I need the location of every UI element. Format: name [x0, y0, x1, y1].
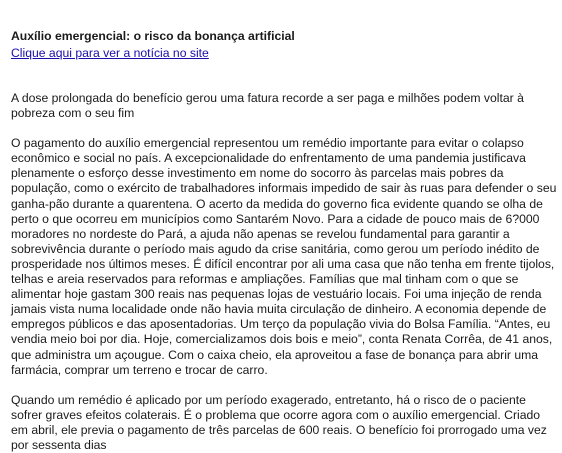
article-paragraph-2: Quando um remédio é aplicado por um período exagerado, entretanto, há o risco de o paciente sofrer graves efeitos colaterais. É o problema que ocorre agora com o auxílio emergencial. Criado em abril, ele previa o pagamento de três parcelas de 600 reais. O benefício foi prorrogado uma vez por sessenta dias	[11, 392, 547, 452]
spacer	[11, 121, 557, 136]
spacer	[11, 378, 557, 393]
article-title: Auxílio emergencial: o risco da bonança artificial	[11, 29, 295, 43]
view-on-site-link[interactable]: Clique aqui para ver a notícia no site	[11, 46, 209, 60]
article-lead: A dose prolongada do benefício gerou uma fatura recorde a ser paga e milhões podem voltar à pobreza com o seu fim	[11, 91, 524, 121]
article-paragraph-1: O pagamento do auxílio emergencial representou um remédio importante para evitar o colapso econômico e social no país. A excepcionalidade do enfrentamento de uma pandemia justificava plenamente o esforço desse investimento em nome do socorro às parcelas mais pobres da população, como o exército de trabalhadores informais impedido de sair às ruas para defender o seu ganha-pão durante a quarentena. O acerto da medida do governo fica evidente quando se olha de perto o que ocorreu em municípios como Santarém Novo. Para a cidade de pouco mais de 6?000 moradores no nordeste do Pará, a ajuda não apenas se revelou fundamental para garantir a sobrevivência durante o período mais agudo da crise sanitária, como gerou um período inédito de prosperidade nos últimos meses. É difícil encontrar por ali uma casa que não tenha em frente tijolos, telhas e areia reservados para reformas e ampliações. Famílias que mal tinham com o que se alimentar hoje gastam 300 reais nas pequenas lojas de vestuário locais. Foi uma injeção de renda jamais vista numa localidade onde não havia muita circulação de dinheiro. A economia depende de empregos públicos e das aposentadorias. Um terço da população vivia do Bolsa Família. “Antes, eu vendia meio boi por dia. Hoje, comercializamos dois bois e meio”, conta Renata Corrêa, de 41 anos, que administra um açougue. Com o caixa cheio, ela aproveitou a fase de bonança para abrir uma farmácia, comprar um terreno e trocar de carro.	[11, 136, 557, 377]
article	[11, 29, 557, 453]
spacer	[11, 62, 557, 91]
